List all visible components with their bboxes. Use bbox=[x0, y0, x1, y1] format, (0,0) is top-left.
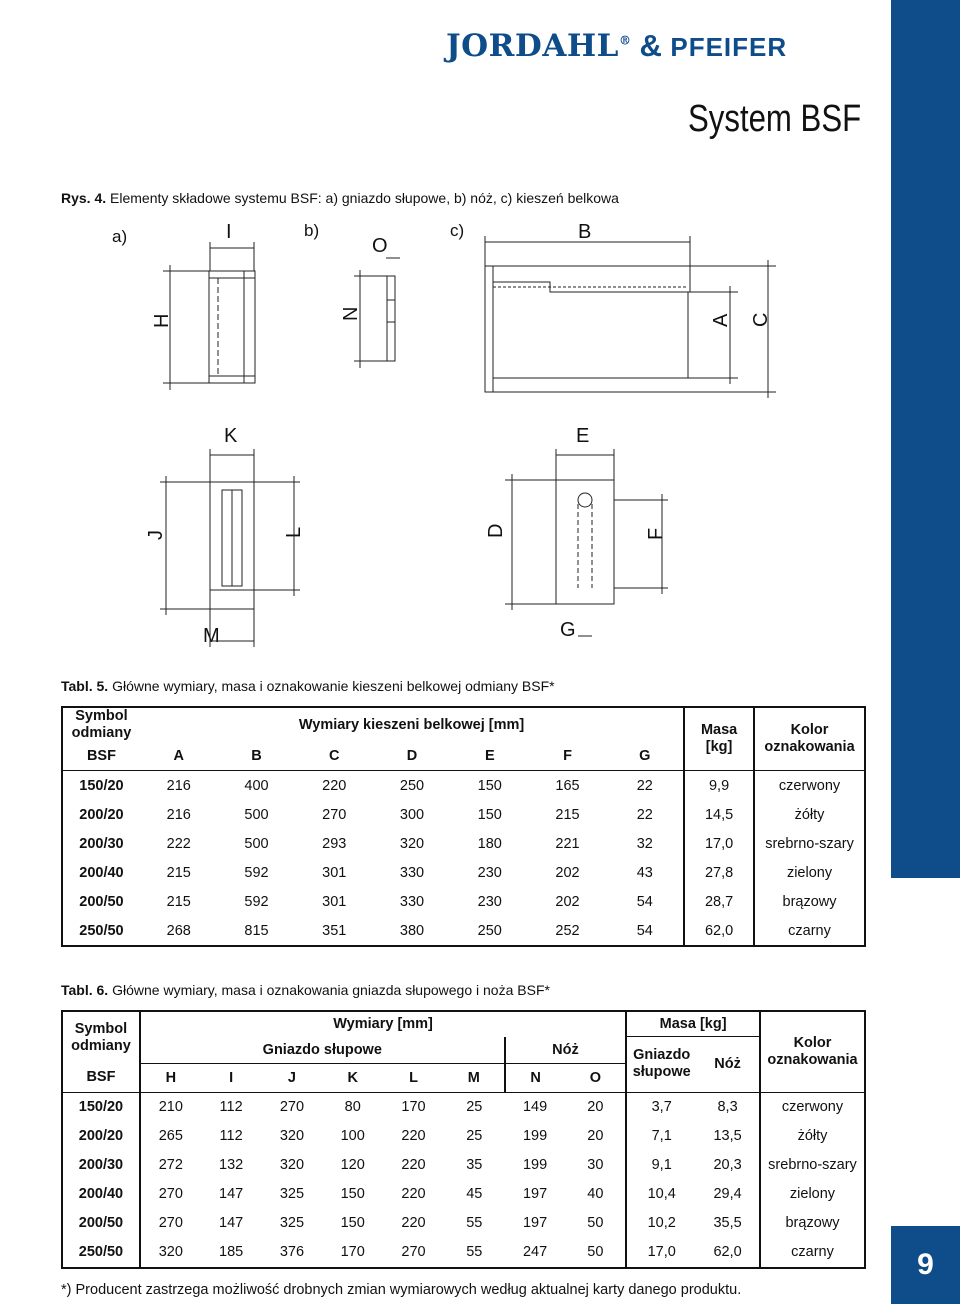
table-cell: 320 bbox=[279, 1128, 305, 1144]
table-cell: 325 bbox=[279, 1186, 305, 1202]
table-cell: 202 bbox=[555, 893, 580, 910]
table-cell: 3,7 bbox=[626, 1092, 696, 1122]
table-row bbox=[62, 771, 865, 801]
table-cell: 150 bbox=[477, 777, 502, 794]
table-cell: 220 bbox=[322, 777, 347, 794]
table6-caption: Tabl. 6. Główne wymiary, masa i oznakowania gniazda słupowego i noża BSF* bbox=[61, 982, 550, 998]
table-cell: 55 bbox=[466, 1215, 483, 1231]
table-cell: 30 bbox=[587, 1157, 604, 1173]
table-cell: 10,2 bbox=[626, 1209, 696, 1238]
t5-color-header: Kolor oznakowania bbox=[754, 707, 865, 771]
table-cell: 132 bbox=[219, 1157, 244, 1173]
table-cell: 301 bbox=[322, 893, 347, 910]
table5-caption: Tabl. 5. Główne wymiary, masa i oznakowanie kieszeni belkowej odmiany BSF* bbox=[61, 678, 555, 694]
table-cell: 20,3 bbox=[713, 1157, 742, 1173]
table-cell: 20 bbox=[587, 1128, 604, 1144]
table-cell: 500 bbox=[244, 835, 269, 852]
table-cell: czerwony bbox=[760, 1092, 865, 1122]
t5-dims-header: Wymiary kieszeni belkowej [mm] bbox=[298, 717, 525, 733]
table-cell: czarny bbox=[760, 1238, 865, 1268]
table-cell: 592 bbox=[244, 864, 269, 881]
table-cell: 43 bbox=[636, 864, 653, 881]
dim-H: H bbox=[151, 313, 173, 328]
table-cell: 351 bbox=[322, 922, 347, 939]
table-cell: 170 bbox=[340, 1244, 365, 1260]
table-cell: 250 bbox=[399, 777, 425, 794]
table-cell: 216 bbox=[166, 777, 191, 794]
table-cell: 25 bbox=[466, 1128, 483, 1144]
t6-socket-header: Gniazdo słupowe bbox=[140, 1037, 505, 1064]
table-cell: 62,0 bbox=[684, 916, 754, 946]
table-cell: 197 bbox=[522, 1186, 548, 1202]
table-cell: 150 bbox=[340, 1186, 365, 1202]
table-cell: 80 bbox=[344, 1099, 361, 1115]
table-cell: 35 bbox=[466, 1157, 483, 1173]
table-cell: 8,3 bbox=[717, 1099, 738, 1115]
t6-col-j: J bbox=[287, 1069, 296, 1086]
t6-col-m: M bbox=[467, 1069, 480, 1086]
table-cell: 247 bbox=[522, 1244, 548, 1260]
table-cell: 40 bbox=[587, 1186, 604, 1202]
dim-E: E bbox=[576, 425, 590, 447]
table-cell: 112 bbox=[219, 1128, 243, 1144]
table-cell: 27,8 bbox=[684, 858, 754, 887]
t5-col-d: D bbox=[406, 748, 418, 764]
table-cell: 150/20 bbox=[79, 777, 124, 794]
table-cell: 250/50 bbox=[78, 1244, 124, 1260]
t5-col-bsf: BSF bbox=[86, 748, 116, 764]
table-cell: czerwony bbox=[754, 771, 865, 801]
table-cell: 265 bbox=[140, 1122, 201, 1151]
t5-col-e: E bbox=[484, 748, 495, 764]
table-cell: 252 bbox=[555, 922, 580, 939]
label-c: c) bbox=[450, 221, 465, 240]
table-cell: brązowy bbox=[760, 1209, 865, 1238]
t5-symbol-header: Symbol odmiany bbox=[71, 708, 132, 741]
table-cell: 54 bbox=[636, 922, 653, 939]
table-cell: brązowy bbox=[754, 887, 865, 916]
table-cell: 147 bbox=[219, 1215, 244, 1231]
dim-F: F bbox=[645, 527, 667, 540]
t6-col-k: K bbox=[347, 1069, 358, 1086]
table-cell: 376 bbox=[279, 1244, 305, 1260]
table-cell: 199 bbox=[522, 1157, 548, 1173]
table-cell: 185 bbox=[219, 1244, 244, 1260]
table-cell: 320 bbox=[399, 835, 425, 852]
table-cell: 20 bbox=[587, 1099, 604, 1115]
t6-dims-header: Wymiary [mm] bbox=[140, 1011, 626, 1037]
table-cell: 222 bbox=[166, 835, 191, 852]
t6-col-o: O bbox=[589, 1069, 601, 1086]
table-cell: 7,1 bbox=[626, 1122, 696, 1151]
t6-col-bsf: BSF bbox=[86, 1069, 116, 1086]
table-cell: 62,0 bbox=[713, 1244, 742, 1260]
table-cell: 270 bbox=[401, 1244, 426, 1260]
table-cell: 220 bbox=[401, 1128, 426, 1144]
table-cell: 165 bbox=[555, 777, 580, 794]
label-b: b) bbox=[304, 221, 320, 240]
t6-mass-header: Masa [kg] bbox=[626, 1011, 760, 1037]
table-cell: zielony bbox=[754, 858, 865, 887]
table-cell: 815 bbox=[244, 922, 269, 939]
t6-col-l: L bbox=[409, 1069, 418, 1086]
t6-color-header: Kolor oznakowania bbox=[760, 1011, 865, 1092]
table-cell: 200/20 bbox=[79, 806, 124, 823]
t6-symbol-header: Symbol odmiany bbox=[71, 1020, 131, 1054]
dim-C: C bbox=[750, 312, 772, 327]
table-cell: 17,0 bbox=[626, 1238, 696, 1268]
table-cell: 13,5 bbox=[713, 1128, 742, 1144]
figure-caption: Rys. 4. Elementy składowe systemu BSF: a) gniazdo słupowe, b) nóż, c) kieszeń belkowa bbox=[61, 190, 619, 206]
table-row bbox=[62, 887, 865, 916]
table-cell: 54 bbox=[636, 893, 653, 910]
dim-A: A bbox=[710, 313, 732, 327]
table-cell: 272 bbox=[140, 1151, 201, 1180]
table-cell: 215 bbox=[166, 864, 191, 881]
table-cell: 50 bbox=[587, 1215, 604, 1231]
t6-mass-knife: Nóż bbox=[714, 1056, 741, 1073]
table-cell: 500 bbox=[244, 806, 269, 823]
table-cell: 50 bbox=[587, 1244, 604, 1260]
table-cell: 200/50 bbox=[79, 893, 124, 910]
t6-col-h: H bbox=[140, 1063, 201, 1092]
table-cell: 150 bbox=[477, 806, 502, 823]
table-cell: 149 bbox=[522, 1099, 548, 1115]
page-title: System BSF bbox=[688, 98, 862, 140]
table-cell: 215 bbox=[555, 806, 580, 823]
table-cell: 250 bbox=[477, 922, 502, 939]
table-cell: 230 bbox=[477, 864, 502, 881]
table-cell: srebrno-szary bbox=[754, 829, 865, 858]
table-cell: 45 bbox=[466, 1186, 483, 1202]
dim-G: G bbox=[560, 619, 576, 641]
table-row bbox=[62, 916, 865, 946]
table-cell: 250/50 bbox=[79, 922, 124, 939]
table-cell: 25 bbox=[466, 1099, 483, 1115]
table-cell: 55 bbox=[466, 1244, 483, 1260]
table-cell: 197 bbox=[522, 1215, 548, 1231]
table-row bbox=[62, 1180, 865, 1209]
table-cell: 220 bbox=[401, 1186, 426, 1202]
table-cell: 330 bbox=[399, 864, 425, 881]
table-row bbox=[62, 1209, 865, 1238]
table-cell: 9,1 bbox=[626, 1151, 696, 1180]
dim-D: D bbox=[485, 523, 507, 538]
table-cell: żółty bbox=[754, 800, 865, 829]
table-cell: 210 bbox=[140, 1092, 201, 1122]
table-cell: 32 bbox=[636, 835, 653, 852]
table-cell: zielony bbox=[760, 1180, 865, 1209]
table-row bbox=[62, 1151, 865, 1180]
dim-B: B bbox=[578, 221, 592, 243]
table-cell: 320 bbox=[140, 1238, 201, 1268]
table-cell: 120 bbox=[340, 1157, 365, 1173]
table-cell: 170 bbox=[401, 1099, 426, 1115]
table-row bbox=[62, 800, 865, 829]
dim-M: M bbox=[203, 625, 220, 647]
t6-mass-socket: Gniazdo słupowe bbox=[626, 1037, 696, 1093]
table-cell: 330 bbox=[399, 893, 425, 910]
table-cell: 150 bbox=[340, 1215, 365, 1231]
t5-col-c: C bbox=[329, 748, 340, 764]
table-cell: srebrno-szary bbox=[760, 1151, 865, 1180]
table-cell: 200/20 bbox=[78, 1128, 124, 1144]
t5-col-b: B bbox=[251, 748, 262, 764]
table-cell: 200/40 bbox=[79, 864, 124, 881]
dim-J: J bbox=[145, 530, 167, 540]
t6-knife-header: Nóż bbox=[505, 1037, 627, 1064]
brand-logo: JORDAHL® & PFEIFER bbox=[446, 28, 788, 64]
table-cell: 200/40 bbox=[78, 1186, 124, 1202]
table-cell: 592 bbox=[244, 893, 269, 910]
table-row bbox=[62, 1238, 865, 1268]
table-cell: 215 bbox=[166, 893, 191, 910]
table-cell: czarny bbox=[754, 916, 865, 946]
table-cell: 22 bbox=[636, 777, 653, 794]
table5 bbox=[61, 706, 866, 947]
table-cell: 400 bbox=[244, 777, 269, 794]
table-cell: 10,4 bbox=[626, 1180, 696, 1209]
table-cell: 300 bbox=[399, 806, 425, 823]
table-cell: 220 bbox=[401, 1215, 426, 1231]
table-cell: 270 bbox=[140, 1209, 201, 1238]
t5-mass-header: Masa [kg] bbox=[684, 707, 754, 771]
table-cell: 320 bbox=[279, 1157, 305, 1173]
table-cell: 216 bbox=[166, 806, 191, 823]
table6 bbox=[61, 1010, 866, 1269]
table-cell: 28,7 bbox=[684, 887, 754, 916]
table-cell: 301 bbox=[322, 864, 347, 881]
page-number: 9 bbox=[891, 1226, 960, 1304]
dim-O: O bbox=[372, 235, 388, 257]
table-row bbox=[62, 1122, 865, 1151]
table-cell: żółty bbox=[760, 1122, 865, 1151]
table-cell: 221 bbox=[555, 835, 580, 852]
table-cell: 270 bbox=[322, 806, 347, 823]
t6-col-i: I bbox=[229, 1069, 234, 1086]
table-cell: 199 bbox=[522, 1128, 548, 1144]
label-a: a) bbox=[112, 227, 128, 246]
footnote: *) Producent zastrzega możliwość drobnych zmian wymiarowych według aktualnej karty danego produktu. bbox=[61, 1282, 742, 1298]
table-cell: 230 bbox=[477, 893, 502, 910]
dim-L: L bbox=[283, 526, 305, 538]
table-cell: 147 bbox=[219, 1186, 244, 1202]
table-cell: 270 bbox=[140, 1180, 201, 1209]
table-row bbox=[62, 858, 865, 887]
table-cell: 202 bbox=[555, 864, 580, 881]
table-cell: 9,9 bbox=[684, 771, 754, 801]
dim-I: I bbox=[226, 221, 232, 243]
t5-col-a: A bbox=[173, 748, 185, 764]
table-cell: 220 bbox=[401, 1157, 426, 1173]
t5-col-f: F bbox=[563, 748, 572, 764]
table-cell: 200/30 bbox=[78, 1157, 124, 1173]
table-cell: 17,0 bbox=[684, 829, 754, 858]
table-cell: 14,5 bbox=[684, 800, 754, 829]
table-cell: 200/50 bbox=[78, 1215, 124, 1231]
table-cell: 22 bbox=[636, 806, 653, 823]
table-cell: 150/20 bbox=[78, 1099, 124, 1115]
table-cell: 29,4 bbox=[713, 1186, 742, 1202]
table-cell: 268 bbox=[166, 922, 191, 939]
table-cell: 200/30 bbox=[79, 835, 124, 852]
dim-N: N bbox=[340, 306, 362, 321]
table-row bbox=[62, 1092, 865, 1122]
t6-col-n: N bbox=[505, 1063, 566, 1092]
table-cell: 100 bbox=[340, 1128, 365, 1144]
table-cell: 325 bbox=[279, 1215, 305, 1231]
table-cell: 270 bbox=[279, 1099, 305, 1115]
table-cell: 112 bbox=[219, 1099, 243, 1115]
table-cell: 380 bbox=[399, 922, 425, 939]
t5-col-g: G bbox=[639, 748, 651, 764]
table-cell: 180 bbox=[477, 835, 502, 852]
dim-K: K bbox=[224, 425, 238, 447]
table-cell: 293 bbox=[322, 835, 347, 852]
table-cell: 35,5 bbox=[713, 1215, 742, 1231]
table-row bbox=[62, 829, 865, 858]
